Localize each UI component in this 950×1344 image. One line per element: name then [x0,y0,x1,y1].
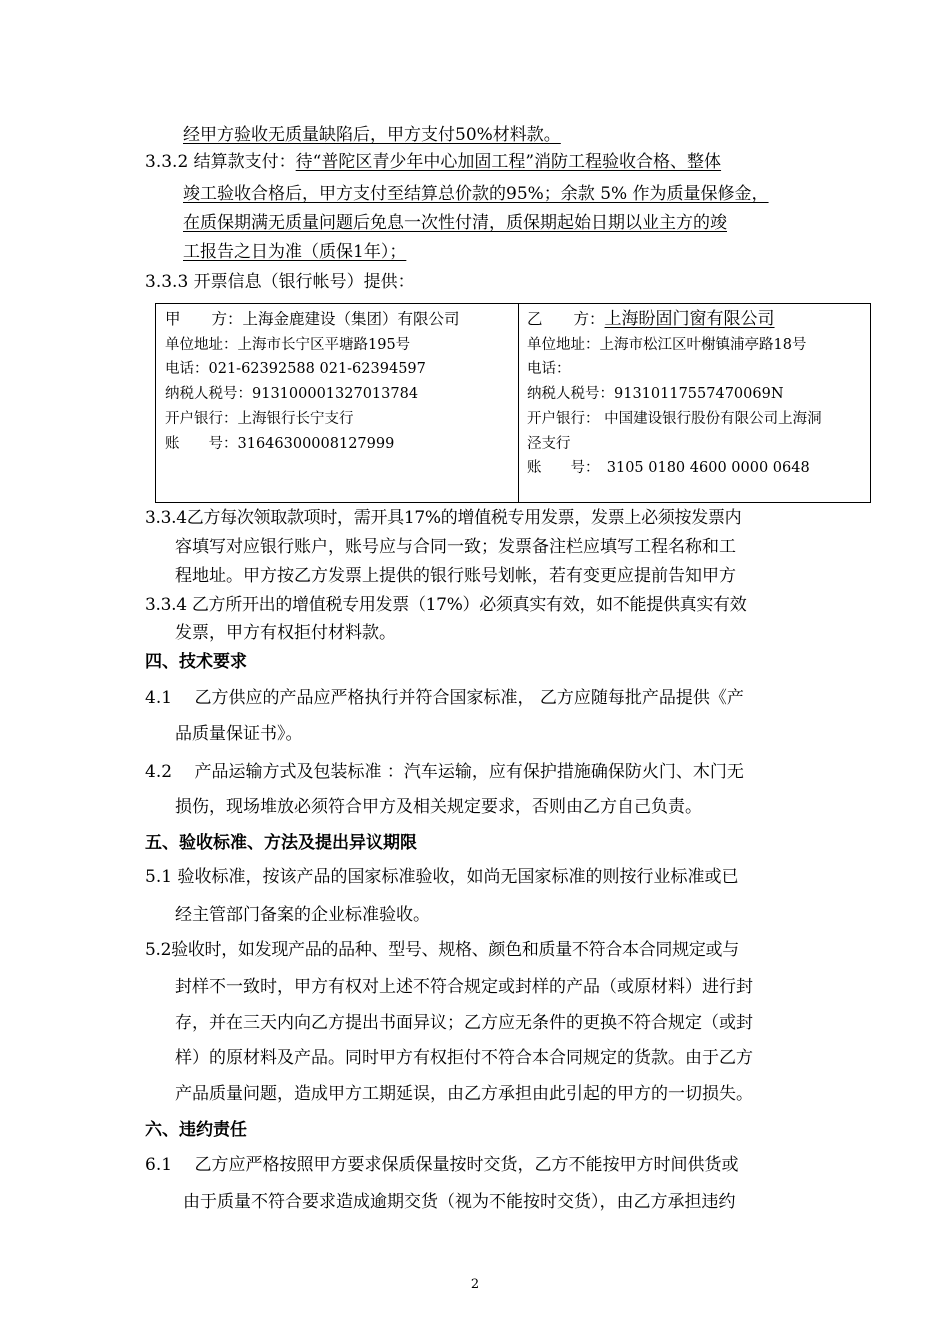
party-a-cell [165,307,460,456]
party-b-phone: 电话： [527,361,571,378]
paragraph-line: 经主管部门备案的企业标准验收。 [175,905,430,925]
paragraph-line: 在质保期满无质量问题后免息一次性付清，质保期起始日期以业主方的竣 [183,213,727,233]
party-a-account: 账 号：31646300008127999 [165,435,395,452]
party-b-account: 账 号： 3105 0180 4600 0000 0648 [527,460,810,477]
paragraph-line: 样）的原材料及产品。同时甲方有权拒付不符合本合同规定的货款。由于乙方 [175,1048,753,1068]
paragraph-line: 发票，甲方有权拒付材料款。 [175,623,396,643]
party-b-cell [527,307,822,481]
party-a-phone: 电话：021-62392588 021-62394597 [165,361,426,378]
paragraph-line: 由于质量不符合要求造成逾期交货（视为不能按时交货），由乙方承担违约 [183,1192,736,1212]
party-b-name-row: 乙 方：上海盼固门窗有限公司 [527,309,775,329]
paragraph-line: 品质量保证书》。 [175,724,303,744]
party-b-bank-cont: 泾支行 [527,435,571,452]
paragraph-line: 4.2 产品运输方式及包装标准 ：汽车运输，应有保护措施确保防火门、木门无 [145,762,744,782]
section-heading: 五、验收标准、方法及提出异议期限 [145,833,417,853]
paragraph-line: 产品质量问题，造成甲方工期延误，由乙方承担由此引起的甲方的一切损失。 [175,1084,753,1104]
paragraph-line: 3.3.2 结算款支付：待“普陀区青少年中心加固工程”消防工程验收合格、整体 [145,152,722,172]
paragraph-line: 3.3.3 开票信息（银行帐号）提供： [145,272,415,292]
party-b-bank: 开户银行： 中国建设银行股份有限公司上海洞 [527,410,822,427]
party-b-name: 上海盼固门窗有限公司 [604,309,775,329]
paragraph-line: 程地址。甲方按乙方发票上提供的银行账号划帐，若有变更应提前告知甲方 [175,566,736,586]
paragraph-line: 5.2验收时，如发现产品的品种、型号、规格、颜色和质量不符合本合同规定或与 [145,940,739,960]
paragraph-line: 5.1 验收标准，按该产品的国家标准验收，如尚无国家标准的则按行业标准或已 [145,867,739,887]
paragraph-line: 竣工验收合格后，甲方支付至结算总价款的95%；余款 5% 作为质量保修金， [183,184,769,204]
paragraph-line: 3.3.4乙方每次领取款项时，需开具17%的增值税专用发票，发票上必须按发票内 [145,508,742,528]
party-a-tax-id: 纳税人税号：913100001327013784 [165,386,419,403]
table-divider [518,304,519,502]
paragraph-line: 损伤，现场堆放必须符合甲方及相关规定要求，否则由乙方自己负责。 [175,797,702,817]
party-b-tax-id: 纳税人税号：91310117557470069N [527,386,784,403]
section-heading: 四、技术要求 [145,652,247,672]
party-a-bank: 开户银行：上海银行长宁支行 [165,410,354,427]
paragraph-line: 6.1 乙方应严格按照甲方要求保质保量按时交货，乙方不能按甲方时间供货或 [145,1155,739,1175]
paragraph-line: 工报告之日为准（质保1年）； [183,242,407,262]
paragraph-line: 存，并在三天内向乙方提出书面异议；乙方应无条件的更换不符合规定（或封 [175,1013,753,1033]
party-a-address: 单位地址：上海市长宁区平塘路195号 [165,336,411,353]
party-a-name: 上海金鹿建设（集团）有限公司 [242,310,460,328]
paragraph-line: 封样不一致时，甲方有权对上述不符合规定或封样的产品（或原材料）进行封 [175,977,753,997]
invoice-info-table [155,303,871,503]
party-a-name-row: 甲 方：上海金鹿建设（集团）有限公司 [165,310,460,328]
section-heading: 六、违约责任 [145,1120,247,1140]
paragraph-line: 4.1 乙方供应的产品应严格执行并符合国家标准， 乙方应随每批产品提供《产 [145,688,744,708]
paragraph-line: 容填写对应银行账户，账号应与合同一致；发票备注栏应填写工程名称和工 [175,537,736,557]
page-number: 2 [470,1277,480,1292]
paragraph-line: 经甲方验收无质量缺陷后，甲方支付50%材料款。 [183,125,561,145]
party-b-address: 单位地址：上海市松江区叶榭镇浦亭路18号 [527,336,807,353]
paragraph-line: 3.3.4 乙方所开出的增值税专用发票（17%）必须真实有效，如不能提供真实有效 [145,595,747,615]
